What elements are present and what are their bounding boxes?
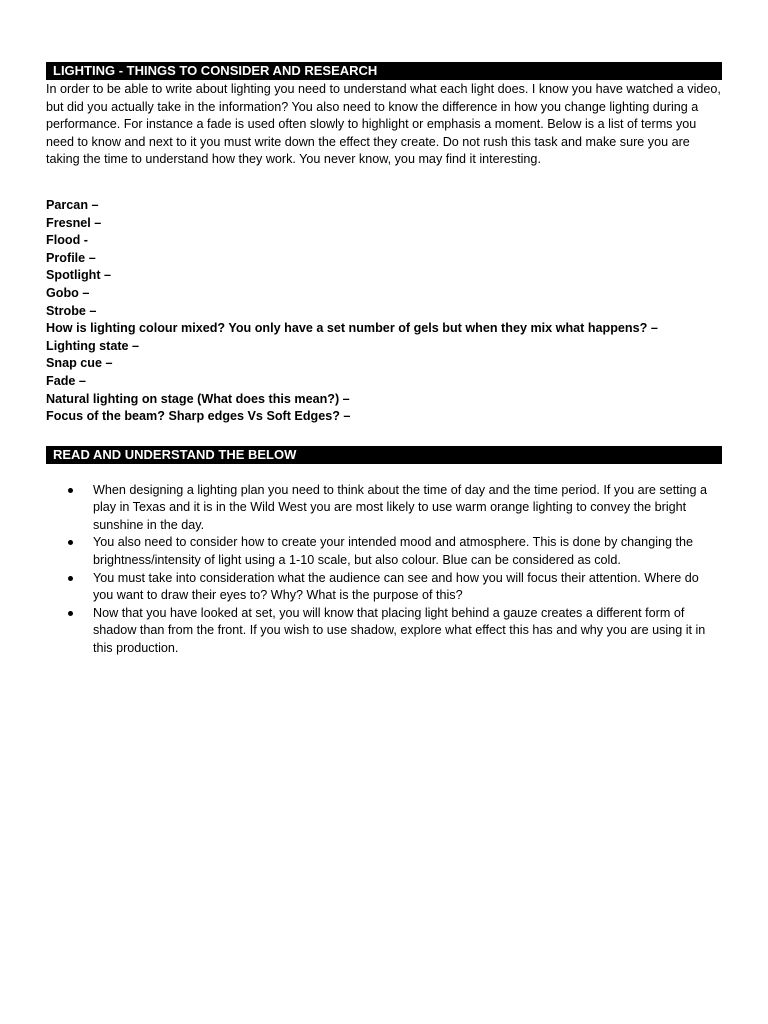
bullet-item: [46, 534, 722, 569]
section-heading-lighting: LIGHTING - THINGS TO CONSIDER AND RESEARCH: [46, 62, 722, 80]
term-item: Flood -: [46, 233, 88, 248]
bullet-dot-icon: [68, 576, 73, 581]
bullet-item: [46, 482, 722, 535]
terms-list: [46, 197, 722, 426]
bullet-text: You also need to consider how to create your intended mood and atmosphere. This is done by changing the brightness/intensity of light using a 1-10 scale, but also colour. Blue can be considered as cold.: [93, 535, 694, 568]
term-item: Spotlight –: [46, 268, 112, 283]
bullet-item: [46, 570, 722, 605]
term-item: How is lighting colour mixed? You only have a set number of gels but when they mix what happens? –: [46, 321, 658, 336]
term-item: Strobe –: [46, 303, 97, 318]
term-item: Focus of the beam? Sharp edges Vs Soft Edges? –: [46, 409, 351, 424]
term-item: Fresnel –: [46, 215, 102, 230]
bullet-text: Now that you have looked at set, you will know that placing light behind a gauze creates a different form of shadow than from the front. If you wish to use shadow, explore what effect this has and why you are using it in this production.: [93, 605, 706, 656]
term-item: Snap cue –: [46, 356, 113, 371]
bullet-dot-icon: [68, 611, 73, 616]
term-item: Lighting state –: [46, 338, 140, 353]
bullet-dot-icon: [68, 488, 73, 493]
term-item: Natural lighting on stage (What does this mean?) –: [46, 391, 350, 406]
intro-paragraph: In order to be able to write about lighting you need to understand what each light does. I know you have watched a video, but did you actually take in the information? You also need to know the difference in how you change lighting during a performance. For instance a fade is used often slowly to highlight or emphasis a moment. Below is a list of terms you need to know and next to it you must write down the effect they create. Do not rush this task and make sure you are taking the time to understand how they work. You never know, you may find it interesting.: [46, 82, 721, 167]
section-heading-read-understand: READ AND UNDERSTAND THE BELOW: [46, 446, 722, 464]
bullet-text: When designing a lighting plan you need to think about the time of day and the time period. If you are setting a play in Texas and it is in the Wild West you are most likely to use warm orange lighting to convey the bright sunshine in the day.: [93, 482, 707, 532]
bullet-text: You must take into consideration what the audience can see and how you will focus their attention. Where do you want to draw their eyes to? Why? What is the purpose of this?: [93, 570, 699, 603]
bullet-item: [46, 605, 722, 658]
term-item: Gobo –: [46, 285, 90, 300]
bullet-dot-icon: [68, 540, 73, 545]
term-item: Parcan –: [46, 197, 99, 212]
term-item: Profile –: [46, 250, 96, 265]
document-page: [46, 62, 722, 658]
term-item: Fade –: [46, 373, 86, 388]
guidance-bullet-list: [46, 482, 722, 658]
